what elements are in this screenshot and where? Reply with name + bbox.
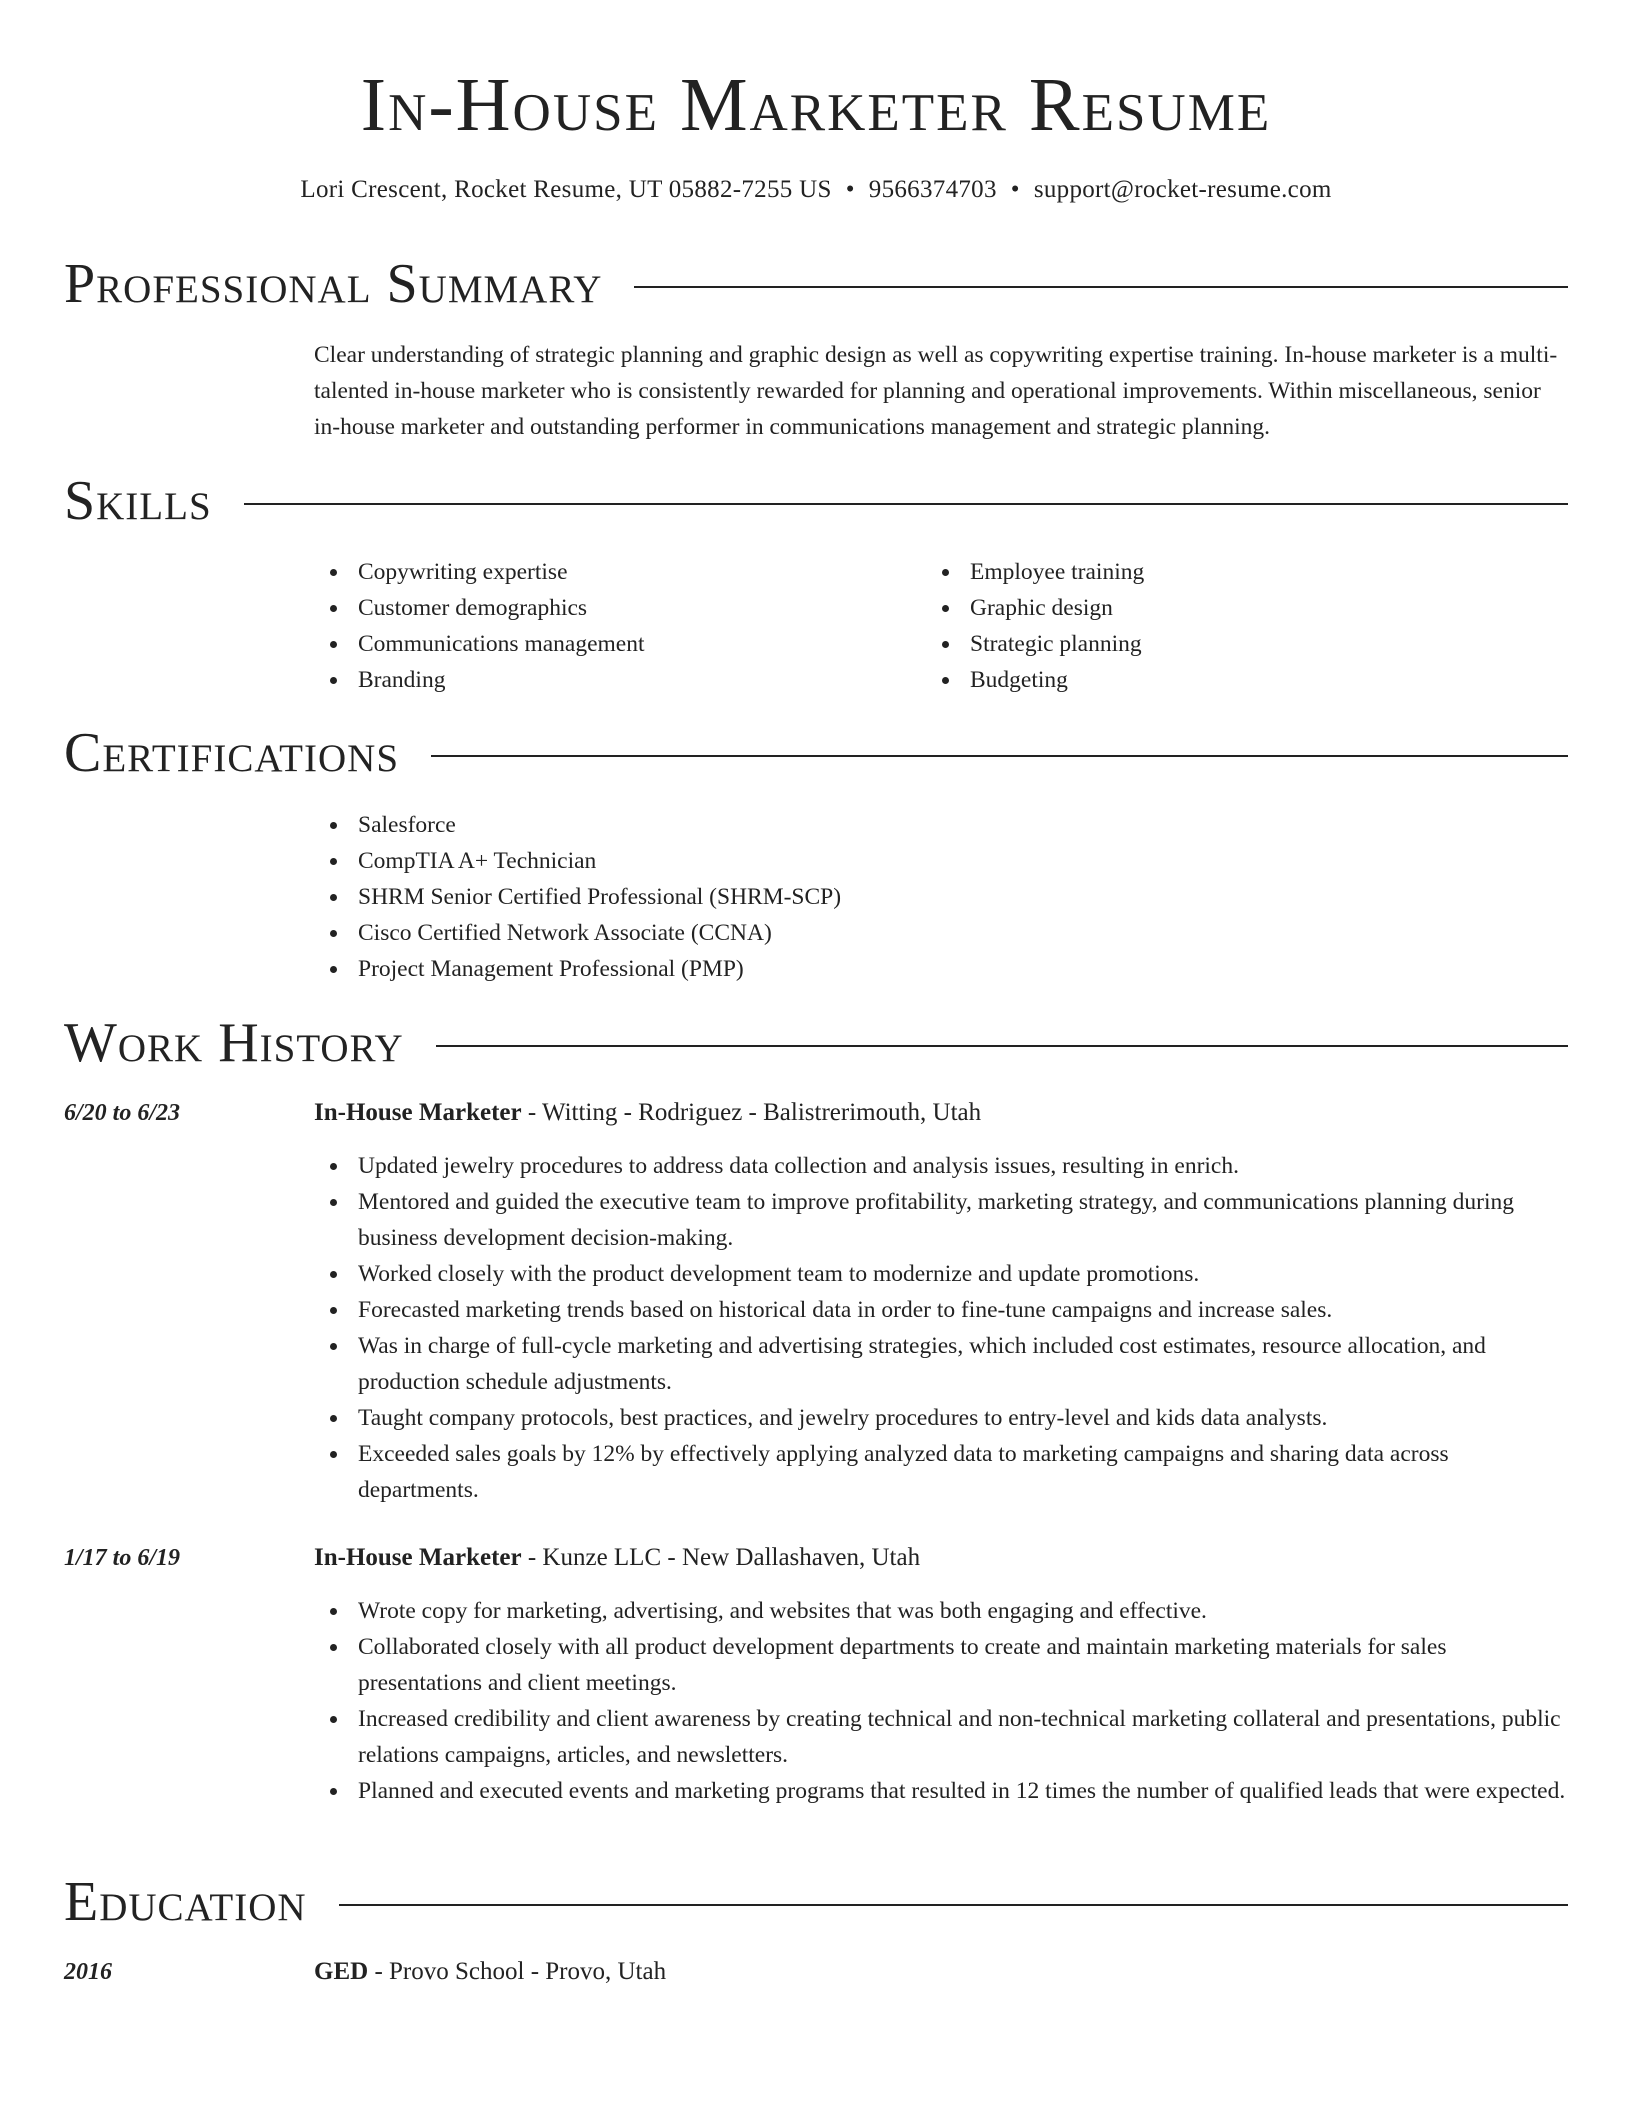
skill-item: Copywriting expertise <box>314 554 645 590</box>
skill-item: Communications management <box>314 626 645 662</box>
job-title: In-House Marketer <box>314 1544 522 1571</box>
certifications-list <box>314 807 841 987</box>
contact-address: Lori Crescent, Rocket Resume, UT 05882-7255 US <box>300 176 832 203</box>
section-title-certifications: Certifications <box>64 722 400 784</box>
education-entry <box>314 1954 666 1990</box>
skills-list-left <box>314 554 645 698</box>
certification-item: Salesforce <box>314 807 841 843</box>
job-bullet: Wrote copy for marketing, advertising, and websites that was both engaging and effective. <box>314 1593 1568 1629</box>
contact-line <box>0 174 1632 206</box>
contact-separator: • <box>845 176 855 203</box>
resume-title: In-House Marketer Resume <box>360 63 1272 147</box>
job-bullet: Updated jewelry procedures to address data collection and analysis issues, resulting in enrich. <box>314 1148 1568 1184</box>
section-header-skills <box>64 469 1568 533</box>
section-divider <box>634 286 1568 288</box>
section-title-education: Education <box>64 1871 307 1933</box>
skill-item: Budgeting <box>926 662 1144 698</box>
job-bullet: Planned and executed events and marketing programs that resulted in 12 times the number of qualified leads that were expected. <box>314 1773 1568 1809</box>
job-dates: 6/20 to 6/23 <box>64 1100 181 1126</box>
section-header-summary <box>64 252 1568 316</box>
job-bullet: Collaborated closely with all product development departments to create and maintain marketing materials for sales presentations and client meetings. <box>314 1629 1568 1701</box>
certification-item: Cisco Certified Network Associate (CCNA) <box>314 915 841 951</box>
skills-list-right <box>926 554 1144 698</box>
job-bullet: Mentored and guided the executive team to improve profitability, marketing strategy, and communications planning during business development decision-making. <box>314 1184 1568 1256</box>
education-degree: GED <box>314 1958 369 1985</box>
skill-item: Strategic planning <box>926 626 1144 662</box>
section-title-work-history: Work History <box>64 1012 404 1074</box>
job-bullet: Exceeded sales goals by 12% by effectively applying analyzed data to marketing campaigns and sharing data across departments. <box>314 1436 1568 1508</box>
job-dates: 1/17 to 6/19 <box>64 1545 181 1571</box>
job-bullets <box>314 1148 1568 1508</box>
job-title: In-House Marketer <box>314 1099 522 1126</box>
section-divider <box>436 1045 1568 1047</box>
skill-item: Branding <box>314 662 645 698</box>
section-header-work-history <box>64 1011 1568 1075</box>
job-bullets <box>314 1593 1568 1809</box>
skill-item: Graphic design <box>926 590 1144 626</box>
skill-item: Employee training <box>926 554 1144 590</box>
job-details: - Kunze LLC - New Dallashaven, Utah <box>521 1544 921 1571</box>
job-bullet: Was in charge of full-cycle marketing and advertising strategies, which included cost estimates, resource allocation, and production schedule adjustments. <box>314 1328 1568 1400</box>
job-bullet: Taught company protocols, best practices, and jewelry procedures to entry-level and kids data analysts. <box>314 1400 1568 1436</box>
contact-separator: • <box>1010 176 1020 203</box>
section-divider <box>339 1904 1568 1906</box>
certification-item: CompTIA A+ Technician <box>314 843 841 879</box>
job-bullet: Worked closely with the product development team to modernize and update promotions. <box>314 1256 1568 1292</box>
summary-text: Clear understanding of strategic planning and graphic design as well as copywriting expertise training. In-house marketer is a multi-talented in-house marketer who is consistently rewarded for planning and operational improvements. Within miscellaneous, senior in-house marketer and outstanding performer in communications management and strategic planning. <box>314 342 1558 440</box>
section-divider <box>244 503 1568 505</box>
education-year: 2016 <box>64 1959 112 1985</box>
section-header-certifications <box>64 721 1568 785</box>
section-title-summary: Professional Summary <box>64 253 603 315</box>
certification-item: SHRM Senior Certified Professional (SHRM-SCP) <box>314 879 841 915</box>
job-bullet: Increased credibility and client awareness by creating technical and non-technical marketing collateral and presentations, public relations campaigns, articles, and newsletters. <box>314 1701 1568 1773</box>
job-heading <box>314 1540 920 1576</box>
job-details: - Witting - Rodriguez - Balistrerimouth, Utah <box>521 1099 982 1126</box>
section-title-skills: Skills <box>64 470 212 532</box>
contact-phone: 9566374703 <box>868 176 997 203</box>
job-bullet: Forecasted marketing trends based on historical data in order to fine-tune campaigns and increase sales. <box>314 1292 1568 1328</box>
job-heading <box>314 1095 981 1131</box>
section-divider <box>431 755 1568 757</box>
section-header-education <box>64 1870 1568 1934</box>
education-details: - Provo School - Provo, Utah <box>368 1958 667 1985</box>
certification-item: Project Management Professional (PMP) <box>314 951 841 987</box>
skill-item: Customer demographics <box>314 590 645 626</box>
contact-email: support@rocket-resume.com <box>1033 176 1332 203</box>
